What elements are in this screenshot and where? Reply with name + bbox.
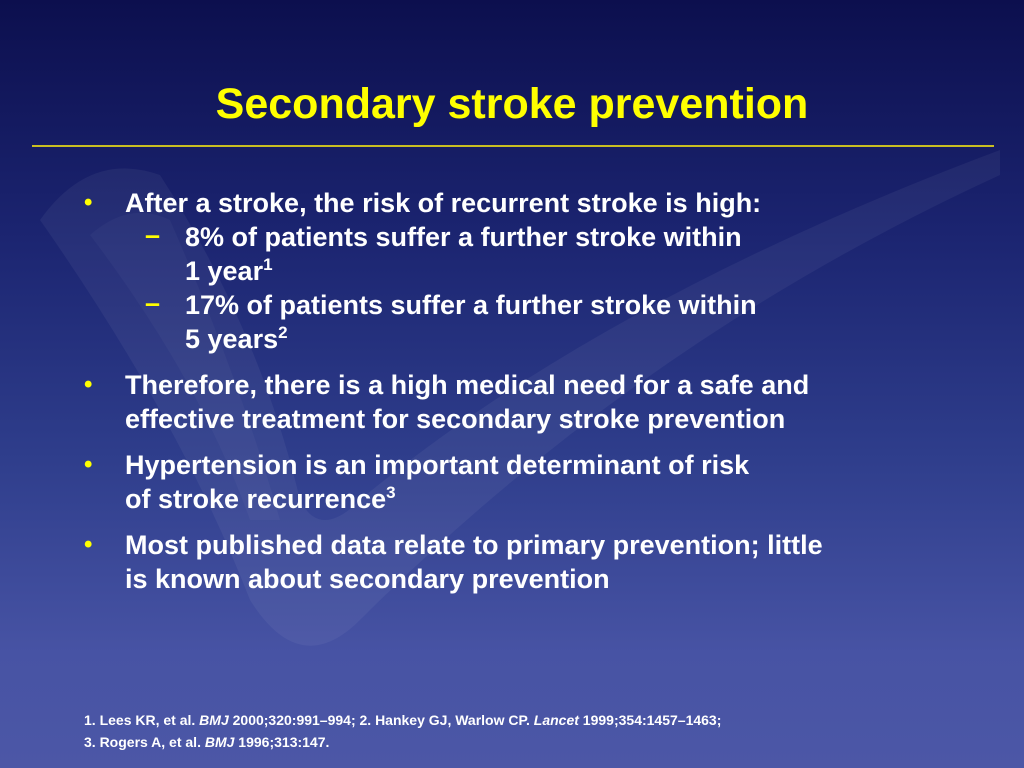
sub-bullet-line [185, 322, 984, 356]
reference-line [84, 709, 984, 731]
reference-text: 3. Rogers A, et al. [84, 734, 205, 750]
sub-bullet-line: 17% of patients suffer a further stroke within [185, 290, 757, 320]
reference-text: 2000;320:991–994; 2. Hankey GJ, Warlow CP. [228, 712, 534, 728]
bullet-line: is known about secondary prevention [125, 564, 610, 594]
bullet-list [84, 186, 984, 608]
bullet-line: Most published data relate to primary prevention; little [125, 530, 823, 560]
dash-icon: – [145, 220, 161, 250]
journal-name: BMJ [199, 712, 229, 728]
reference-line [84, 731, 984, 753]
title-divider [32, 145, 994, 147]
bullet-line [125, 482, 984, 516]
sub-bullet-item [125, 288, 984, 356]
sub-bullet-list [125, 220, 984, 356]
sub-bullet-line [185, 254, 984, 288]
reference-superscript: 2 [278, 323, 288, 342]
bullet-item [84, 448, 984, 516]
sub-bullet-line: 8% of patients suffer a further stroke within [185, 222, 742, 252]
slide-title: Secondary stroke prevention [215, 80, 809, 128]
bullet-icon: • [84, 371, 93, 398]
bullet-item [84, 186, 984, 356]
bullet-text: of stroke recurrence [125, 484, 387, 514]
bullet-text: After a stroke, the risk of recurrent stroke is high: [125, 188, 762, 218]
sub-bullet-text: 1 year [185, 256, 264, 286]
bullet-icon: • [84, 531, 93, 558]
sub-bullet-text: 5 years [185, 324, 279, 354]
bullet-item [84, 528, 984, 596]
dash-icon: – [145, 288, 161, 318]
reference-text: 1999;354:1457–1463; [578, 712, 722, 728]
bullet-line: Hypertension is an important determinant of risk [125, 450, 750, 480]
reference-superscript: 1 [263, 255, 273, 274]
sub-bullet-item [125, 220, 984, 288]
reference-superscript: 3 [386, 483, 396, 502]
bullet-item [84, 368, 984, 436]
bullet-line: effective treatment for secondary stroke prevention [125, 404, 786, 434]
bullet-icon: • [84, 189, 93, 216]
journal-name: Lancet [533, 712, 579, 728]
bullet-icon: • [84, 451, 93, 478]
references-footnote [84, 709, 984, 753]
bullet-line: Therefore, there is a high medical need for a safe and [125, 370, 810, 400]
reference-text: 1. Lees KR, et al. [84, 712, 200, 728]
reference-text: 1996;313:147. [234, 734, 330, 750]
journal-name: BMJ [204, 734, 235, 750]
